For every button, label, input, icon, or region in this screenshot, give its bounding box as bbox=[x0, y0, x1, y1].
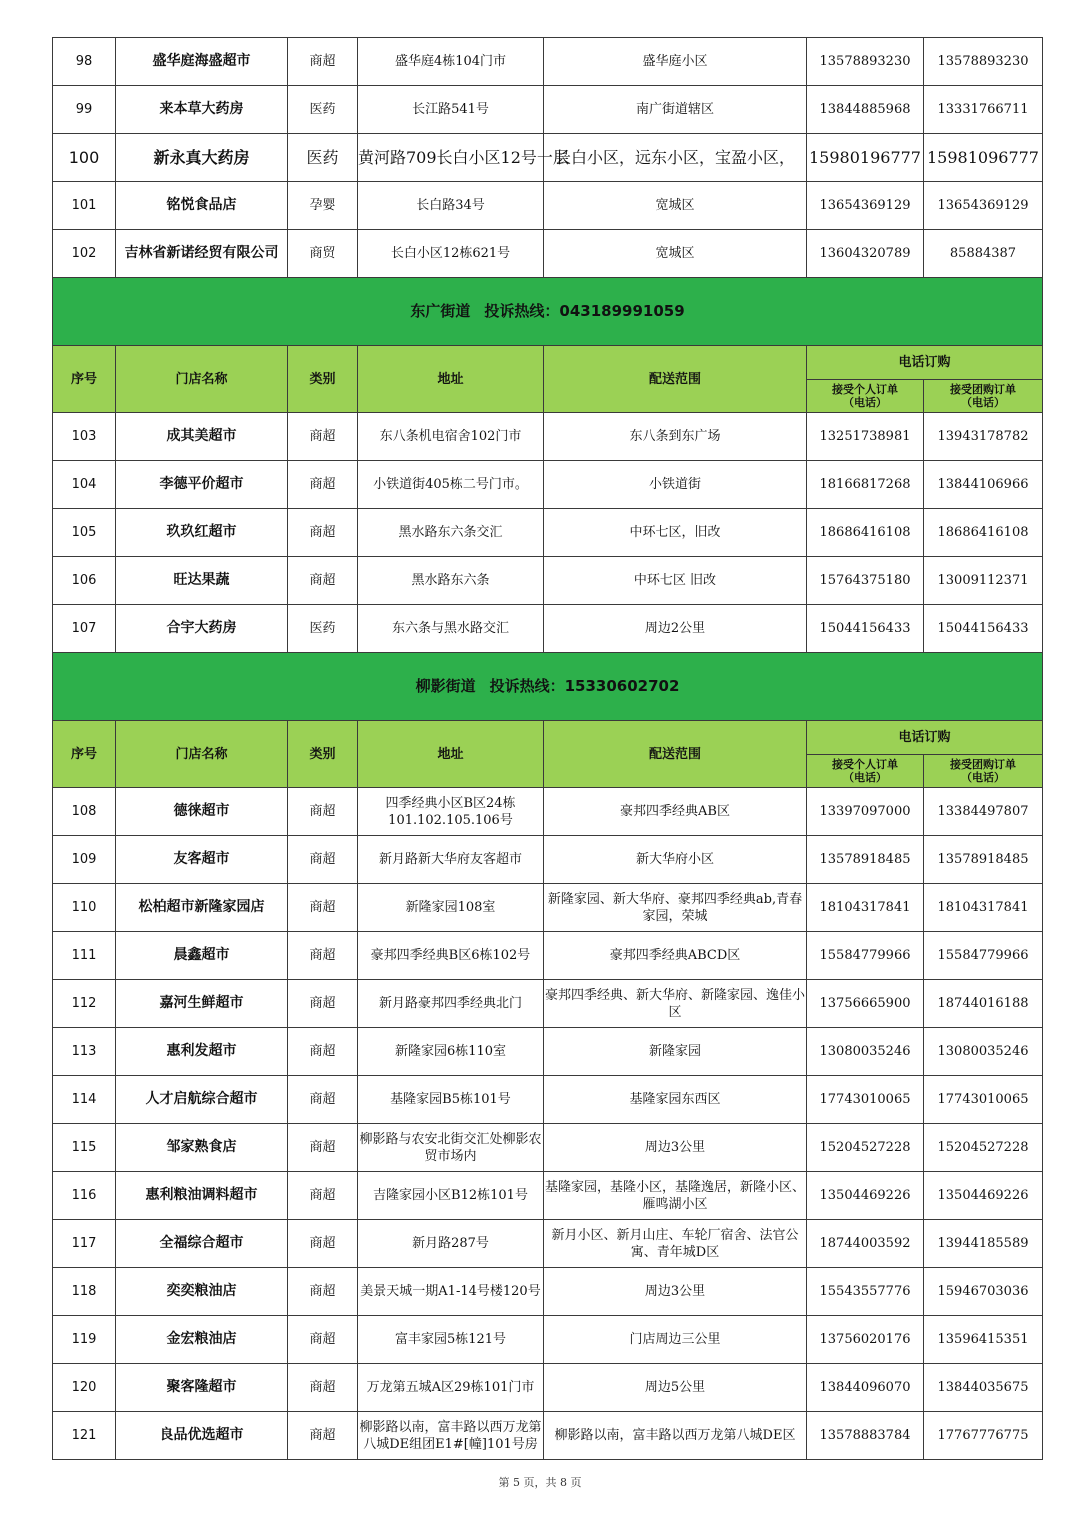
store-table bbox=[52, 37, 1043, 1460]
store-name: 铭悦食品店 bbox=[116, 182, 288, 230]
delivery-range: 宽城区 bbox=[544, 230, 807, 278]
delivery-range: 基隆家园东西区 bbox=[544, 1076, 807, 1124]
store-address: 东六条与黑水路交汇 bbox=[358, 605, 544, 653]
store-type: 商超 bbox=[288, 788, 358, 836]
phone-personal: 15980196777 bbox=[807, 134, 924, 182]
delivery-range: 豪邦四季经典AB区 bbox=[544, 788, 807, 836]
delivery-range: 豪邦四季经典、新大华府、新隆家园、逸佳小区 bbox=[544, 980, 807, 1028]
phone-personal: 13844885968 bbox=[807, 86, 924, 134]
row-number: 116 bbox=[53, 1172, 116, 1220]
header-phone-order: 电话订购 bbox=[807, 721, 1043, 755]
store-name: 邹家熟食店 bbox=[116, 1124, 288, 1172]
row-number: 119 bbox=[53, 1316, 116, 1364]
phone-personal: 13578893230 bbox=[807, 38, 924, 86]
header-type: 类别 bbox=[288, 721, 358, 788]
row-number: 107 bbox=[53, 605, 116, 653]
store-name: 奕奕粮油店 bbox=[116, 1268, 288, 1316]
phone-group: 13578918485 bbox=[924, 836, 1043, 884]
store-address: 新隆家园108室 bbox=[358, 884, 544, 932]
table-row bbox=[53, 557, 1043, 605]
hotline-label: 投诉热线： bbox=[484, 302, 560, 320]
store-type: 商超 bbox=[288, 932, 358, 980]
store-type: 商超 bbox=[288, 1124, 358, 1172]
header-line: （电话） bbox=[843, 396, 887, 409]
store-type: 商超 bbox=[288, 1364, 358, 1412]
header-name: 门店名称 bbox=[116, 721, 288, 788]
store-type: 商超 bbox=[288, 1076, 358, 1124]
header-row bbox=[53, 346, 1043, 380]
store-name: 松柏超市新隆家园店 bbox=[116, 884, 288, 932]
table-row bbox=[53, 461, 1043, 509]
section-title bbox=[53, 278, 1043, 346]
phone-group: 13331766711 bbox=[924, 86, 1043, 134]
phone-group: 17743010065 bbox=[924, 1076, 1043, 1124]
store-address: 新月路新大华府友客超市 bbox=[358, 836, 544, 884]
store-type: 商超 bbox=[288, 1028, 358, 1076]
phone-personal: 13844096070 bbox=[807, 1364, 924, 1412]
delivery-range: 门店周边三公里 bbox=[544, 1316, 807, 1364]
row-number: 106 bbox=[53, 557, 116, 605]
phone-personal: 18686416108 bbox=[807, 509, 924, 557]
store-type: 商超 bbox=[288, 980, 358, 1028]
store-address: 黄河路709长白小区12号一层 bbox=[358, 134, 544, 182]
phone-personal: 15764375180 bbox=[807, 557, 924, 605]
store-type: 商超 bbox=[288, 1412, 358, 1460]
page-footer: 第 5 页，共 8 页 bbox=[498, 1476, 582, 1489]
table-row bbox=[53, 413, 1043, 461]
store-type: 孕婴 bbox=[288, 182, 358, 230]
row-number: 103 bbox=[53, 413, 116, 461]
hotline-number: 15330602702 bbox=[564, 677, 680, 695]
table-row bbox=[53, 38, 1043, 86]
store-address: 黑水路东六条 bbox=[358, 557, 544, 605]
store-type: 商超 bbox=[288, 1172, 358, 1220]
table-row bbox=[53, 1412, 1043, 1460]
phone-personal: 13251738981 bbox=[807, 413, 924, 461]
phone-personal: 15584779966 bbox=[807, 932, 924, 980]
table-row bbox=[53, 1220, 1043, 1268]
row-number: 112 bbox=[53, 980, 116, 1028]
phone-group: 15946703036 bbox=[924, 1268, 1043, 1316]
table-row bbox=[53, 605, 1043, 653]
phone-group: 13944185589 bbox=[924, 1220, 1043, 1268]
phone-personal: 13654369129 bbox=[807, 182, 924, 230]
store-type: 医药 bbox=[288, 134, 358, 182]
store-type: 商超 bbox=[288, 557, 358, 605]
store-type: 商超 bbox=[288, 413, 358, 461]
phone-personal: 18104317841 bbox=[807, 884, 924, 932]
store-name: 全福综合超市 bbox=[116, 1220, 288, 1268]
row-number: 114 bbox=[53, 1076, 116, 1124]
row-number: 108 bbox=[53, 788, 116, 836]
phone-personal: 18744003592 bbox=[807, 1220, 924, 1268]
phone-group: 18104317841 bbox=[924, 884, 1043, 932]
row-number: 118 bbox=[53, 1268, 116, 1316]
table-row bbox=[53, 1124, 1043, 1172]
table-row bbox=[53, 509, 1043, 557]
store-address: 四季经典小区B区24栋101.102.105.106号 bbox=[358, 788, 544, 836]
table-row bbox=[53, 1364, 1043, 1412]
header-no: 序号 bbox=[53, 721, 116, 788]
row-number: 110 bbox=[53, 884, 116, 932]
store-name: 聚客隆超市 bbox=[116, 1364, 288, 1412]
store-address: 新月路豪邦四季经典北门 bbox=[358, 980, 544, 1028]
section-title bbox=[53, 653, 1043, 721]
store-address: 柳影路以南，富丰路以西万龙第八城DE组团E1#[幢]101号房 bbox=[358, 1412, 544, 1460]
phone-group: 15584779966 bbox=[924, 932, 1043, 980]
delivery-range: 宽城区 bbox=[544, 182, 807, 230]
delivery-range: 周边2公里 bbox=[544, 605, 807, 653]
store-name: 惠利发超市 bbox=[116, 1028, 288, 1076]
store-type: 商超 bbox=[288, 884, 358, 932]
row-number: 120 bbox=[53, 1364, 116, 1412]
phone-group: 13009112371 bbox=[924, 557, 1043, 605]
header-address: 地址 bbox=[358, 721, 544, 788]
phone-group: 13578893230 bbox=[924, 38, 1043, 86]
delivery-range: 新隆家园 bbox=[544, 1028, 807, 1076]
delivery-range: 豪邦四季经典ABCD区 bbox=[544, 932, 807, 980]
store-name: 吉林省新诺经贸有限公司 bbox=[116, 230, 288, 278]
phone-personal: 15543557776 bbox=[807, 1268, 924, 1316]
store-name: 人才启航综合超市 bbox=[116, 1076, 288, 1124]
store-name: 来本草大药房 bbox=[116, 86, 288, 134]
store-name: 玖玖红超市 bbox=[116, 509, 288, 557]
store-name: 嘉河生鲜超市 bbox=[116, 980, 288, 1028]
store-name: 友客超市 bbox=[116, 836, 288, 884]
store-name: 旺达果蔬 bbox=[116, 557, 288, 605]
table-row bbox=[53, 932, 1043, 980]
store-type: 商超 bbox=[288, 461, 358, 509]
delivery-range: 盛华庭小区 bbox=[544, 38, 807, 86]
phone-personal: 17743010065 bbox=[807, 1076, 924, 1124]
phone-personal: 13756665900 bbox=[807, 980, 924, 1028]
phone-personal: 13578918485 bbox=[807, 836, 924, 884]
delivery-range: 基隆家园，基隆小区，基隆逸居，新隆小区、雁鸣湖小区 bbox=[544, 1172, 807, 1220]
delivery-range: 南广街道辖区 bbox=[544, 86, 807, 134]
store-type: 商超 bbox=[288, 38, 358, 86]
header-line: （电话） bbox=[961, 771, 1005, 784]
row-number: 100 bbox=[53, 134, 116, 182]
store-type: 商贸 bbox=[288, 230, 358, 278]
donguang-band bbox=[53, 278, 1043, 346]
phone-group: 13384497807 bbox=[924, 788, 1043, 836]
store-address: 基隆家园B5栋101号 bbox=[358, 1076, 544, 1124]
phone-group: 13943178782 bbox=[924, 413, 1043, 461]
row-number: 101 bbox=[53, 182, 116, 230]
store-name: 德徕超市 bbox=[116, 788, 288, 836]
phone-personal: 15204527228 bbox=[807, 1124, 924, 1172]
table-row bbox=[53, 836, 1043, 884]
store-address: 新月路287号 bbox=[358, 1220, 544, 1268]
store-type: 商超 bbox=[288, 1220, 358, 1268]
table-row bbox=[53, 1316, 1043, 1364]
delivery-range: 周边3公里 bbox=[544, 1268, 807, 1316]
phone-personal: 13397097000 bbox=[807, 788, 924, 836]
store-address: 小铁道街405栋二号门市。 bbox=[358, 461, 544, 509]
table-row bbox=[53, 980, 1043, 1028]
row-number: 109 bbox=[53, 836, 116, 884]
header-address: 地址 bbox=[358, 346, 544, 413]
header-line: 接受团购订单 bbox=[950, 383, 1016, 396]
phone-personal: 13080035246 bbox=[807, 1028, 924, 1076]
store-address: 长江路541号 bbox=[358, 86, 544, 134]
delivery-range: 东八条到东广场 bbox=[544, 413, 807, 461]
phone-personal: 13604320789 bbox=[807, 230, 924, 278]
table-row bbox=[53, 1172, 1043, 1220]
row-number: 98 bbox=[53, 38, 116, 86]
row-number: 115 bbox=[53, 1124, 116, 1172]
table-row bbox=[53, 134, 1043, 182]
header-name: 门店名称 bbox=[116, 346, 288, 413]
delivery-range: 中环七区，旧改 bbox=[544, 509, 807, 557]
phone-group: 13654369129 bbox=[924, 182, 1043, 230]
header-range: 配送范围 bbox=[544, 721, 807, 788]
header-line: （电话） bbox=[843, 771, 887, 784]
store-type: 医药 bbox=[288, 86, 358, 134]
table-row bbox=[53, 230, 1043, 278]
header-personal-order bbox=[807, 755, 924, 788]
delivery-range: 周边3公里 bbox=[544, 1124, 807, 1172]
phone-personal: 15044156433 bbox=[807, 605, 924, 653]
header-group-order bbox=[924, 755, 1043, 788]
delivery-range: 中环七区 旧改 bbox=[544, 557, 807, 605]
store-type: 商超 bbox=[288, 1316, 358, 1364]
phone-personal: 18166817268 bbox=[807, 461, 924, 509]
row-number: 121 bbox=[53, 1412, 116, 1460]
phone-group: 85884387 bbox=[924, 230, 1043, 278]
row-number: 104 bbox=[53, 461, 116, 509]
row-number: 117 bbox=[53, 1220, 116, 1268]
store-name: 合宇大药房 bbox=[116, 605, 288, 653]
table-row bbox=[53, 182, 1043, 230]
liuying-band bbox=[53, 653, 1043, 721]
store-address: 东八条机电宿舍102门市 bbox=[358, 413, 544, 461]
delivery-range: 新隆家园、新大华府、豪邦四季经典ab,青春家园，荣城 bbox=[544, 884, 807, 932]
store-name: 盛华庭海盛超市 bbox=[116, 38, 288, 86]
delivery-range: 新大华府小区 bbox=[544, 836, 807, 884]
header-phone-order: 电话订购 bbox=[807, 346, 1043, 380]
delivery-range: 周边5公里 bbox=[544, 1364, 807, 1412]
store-name: 成其美超市 bbox=[116, 413, 288, 461]
store-address: 万龙第五城A区29栋101门市 bbox=[358, 1364, 544, 1412]
delivery-range: 长白小区，远东小区，宝盈小区， bbox=[544, 134, 807, 182]
row-number: 105 bbox=[53, 509, 116, 557]
table-row bbox=[53, 1028, 1043, 1076]
store-address: 长白路34号 bbox=[358, 182, 544, 230]
store-type: 商超 bbox=[288, 1268, 358, 1316]
table-row bbox=[53, 86, 1043, 134]
store-name: 金宏粮油店 bbox=[116, 1316, 288, 1364]
table-row bbox=[53, 884, 1043, 932]
row-number: 102 bbox=[53, 230, 116, 278]
header-line: 接受团购订单 bbox=[950, 758, 1016, 771]
phone-group: 13596415351 bbox=[924, 1316, 1043, 1364]
phone-group: 15204527228 bbox=[924, 1124, 1043, 1172]
phone-group: 13080035246 bbox=[924, 1028, 1043, 1076]
table-row bbox=[53, 1076, 1043, 1124]
store-address: 盛华庭4栋104门市 bbox=[358, 38, 544, 86]
store-name: 惠利粮油调料超市 bbox=[116, 1172, 288, 1220]
header-no: 序号 bbox=[53, 346, 116, 413]
store-address: 富丰家园5栋121号 bbox=[358, 1316, 544, 1364]
header-group-order bbox=[924, 380, 1043, 413]
store-type: 医药 bbox=[288, 605, 358, 653]
phone-group: 15044156433 bbox=[924, 605, 1043, 653]
header-line: 接受个人订单 bbox=[832, 383, 898, 396]
store-name: 晨鑫超市 bbox=[116, 932, 288, 980]
store-address: 新隆家园6栋110室 bbox=[358, 1028, 544, 1076]
hotline-label: 投诉热线： bbox=[489, 677, 565, 695]
delivery-range: 柳影路以南，富丰路以西万龙第八城DE区 bbox=[544, 1412, 807, 1460]
district-name: 东广街道 bbox=[410, 302, 471, 320]
header-row bbox=[53, 721, 1043, 755]
row-number: 99 bbox=[53, 86, 116, 134]
store-address: 黑水路东六条交汇 bbox=[358, 509, 544, 557]
header-personal-order bbox=[807, 380, 924, 413]
header-range: 配送范围 bbox=[544, 346, 807, 413]
header-line: （电话） bbox=[961, 396, 1005, 409]
district-name: 柳影街道 bbox=[415, 677, 476, 695]
phone-personal: 13578883784 bbox=[807, 1412, 924, 1460]
table-row bbox=[53, 788, 1043, 836]
store-address: 吉隆家园小区B12栋101号 bbox=[358, 1172, 544, 1220]
store-name: 良品优选超市 bbox=[116, 1412, 288, 1460]
phone-group: 17767776775 bbox=[924, 1412, 1043, 1460]
header-type: 类别 bbox=[288, 346, 358, 413]
store-type: 商超 bbox=[288, 836, 358, 884]
phone-personal: 13504469226 bbox=[807, 1172, 924, 1220]
hotline-number: 043189991059 bbox=[559, 302, 685, 320]
row-number: 113 bbox=[53, 1028, 116, 1076]
phone-group: 18744016188 bbox=[924, 980, 1043, 1028]
row-number: 111 bbox=[53, 932, 116, 980]
delivery-range: 小铁道街 bbox=[544, 461, 807, 509]
phone-group: 18686416108 bbox=[924, 509, 1043, 557]
delivery-range: 新月小区、新月山庄、车轮厂宿舍、法官公寓、青年城D区 bbox=[544, 1220, 807, 1268]
store-type: 商超 bbox=[288, 509, 358, 557]
table-row bbox=[53, 1268, 1043, 1316]
store-address: 长白小区12栋621号 bbox=[358, 230, 544, 278]
phone-group: 13844106966 bbox=[924, 461, 1043, 509]
phone-personal: 13756020176 bbox=[807, 1316, 924, 1364]
store-name: 李德平价超市 bbox=[116, 461, 288, 509]
header-line: 接受个人订单 bbox=[832, 758, 898, 771]
phone-group: 15981096777 bbox=[924, 134, 1043, 182]
store-address: 豪邦四季经典B区6栋102号 bbox=[358, 932, 544, 980]
store-name: 新永真大药房 bbox=[116, 134, 288, 182]
store-address: 柳影路与农安北街交汇处柳影农贸市场内 bbox=[358, 1124, 544, 1172]
phone-group: 13504469226 bbox=[924, 1172, 1043, 1220]
phone-group: 13844035675 bbox=[924, 1364, 1043, 1412]
store-address: 美景天城一期A1-14号楼120号 bbox=[358, 1268, 544, 1316]
